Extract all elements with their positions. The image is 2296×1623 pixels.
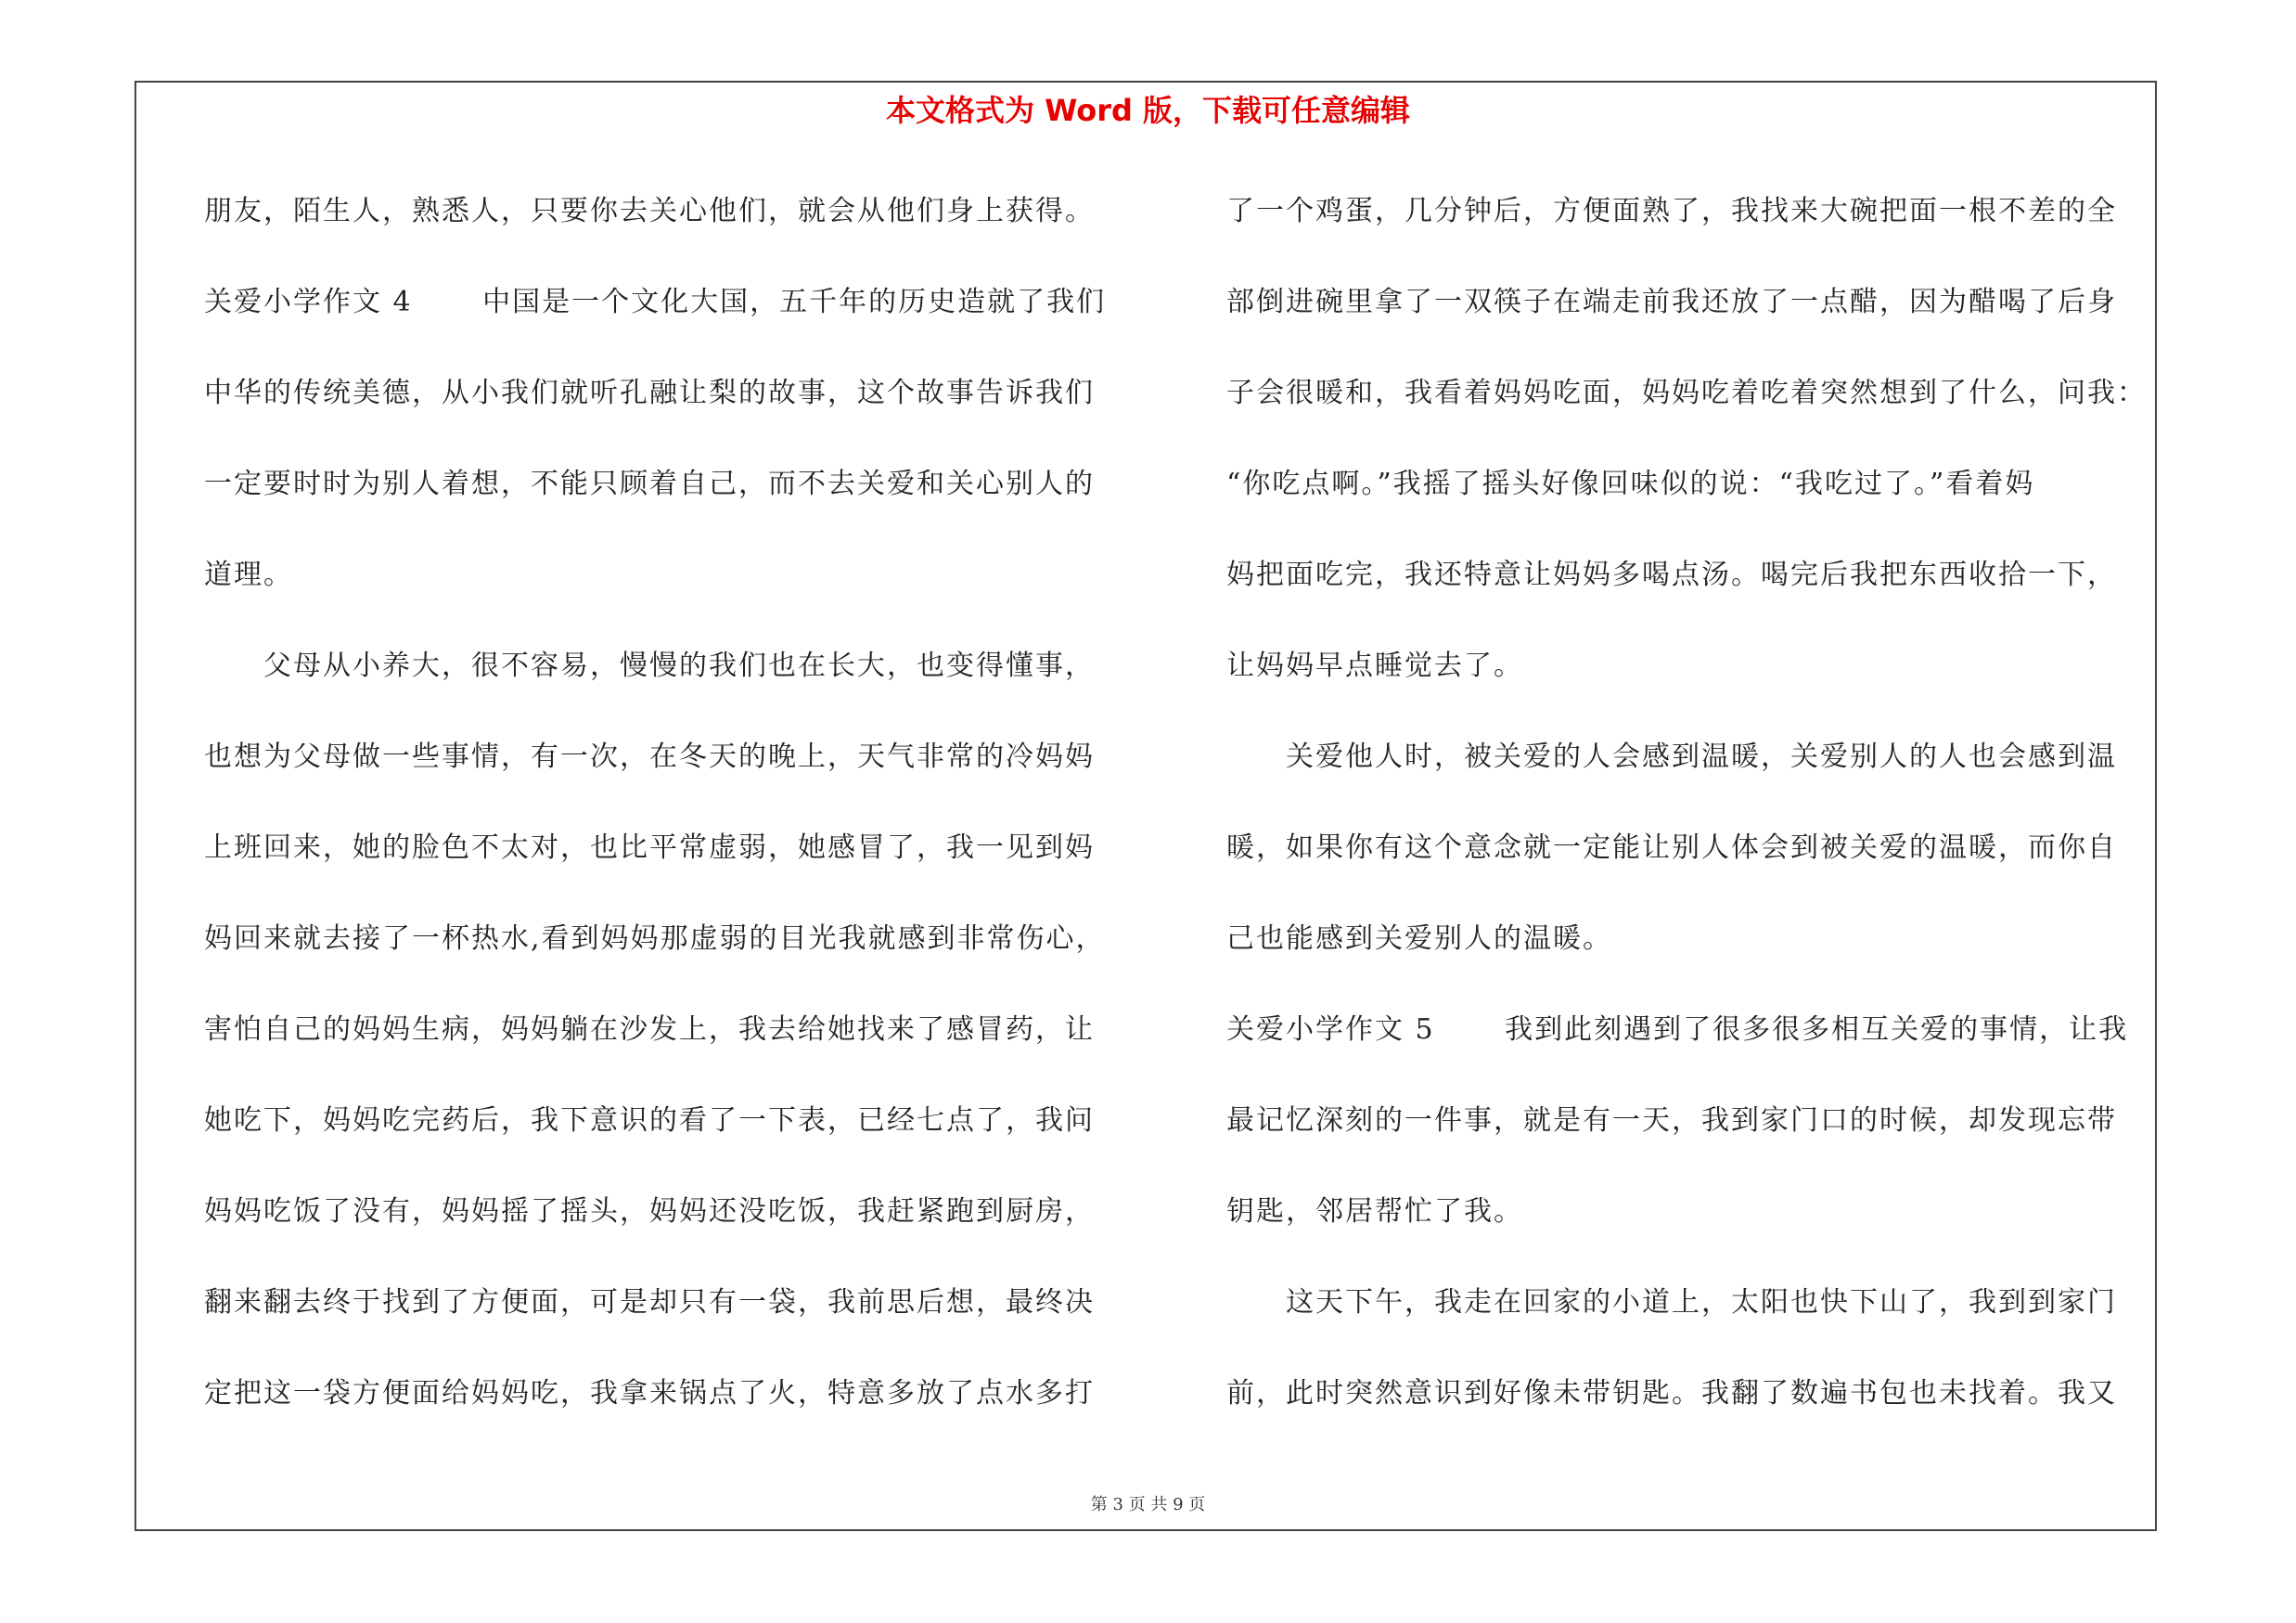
text-line: 道理。 <box>204 559 293 591</box>
text-line: 定把这一袋方便面给妈妈吃，我拿来锅点了火，特意多放了点水多打 <box>204 1377 1095 1410</box>
text-line: 父母从小养大，很不容易，慢慢的我们也在长大，也变得懂事， <box>204 650 1095 682</box>
text-line: 让妈妈早点睡觉去了。 <box>1226 650 1523 682</box>
text-line: 己也能感到关爱别人的温暖。 <box>1226 922 1612 955</box>
text-line: 妈回来就去接了一杯热水,看到妈妈那虚弱的目光我就感到非常伤心， <box>204 922 1106 955</box>
text-line: 钥匙，邻居帮忙了我。 <box>1226 1195 1523 1228</box>
text-line: 了一个鸡蛋，几分钟后，方便面熟了，我找来大碗把面一根不差的全 <box>1226 195 2117 227</box>
text-line: 翻来翻去终于找到了方便面，可是却只有一袋，我前思后想，最终决 <box>204 1286 1095 1319</box>
text-line: 妈把面吃完，我还特意让妈妈多喝点汤。喝完后我把东西收拾一下， <box>1226 559 2117 591</box>
right-column <box>1226 186 2154 1459</box>
text-line: 也想为父母做一些事情，有一次，在冬天的晚上，天气非常的冷妈妈 <box>204 741 1095 773</box>
text-line: “你吃点啊。”我摇了摇头好像回味似的说：“我吃过了。”看着妈 <box>1226 468 2035 500</box>
text-line: 害怕自己的妈妈生病，妈妈躺在沙发上，我去给她找来了感冒药，让 <box>204 1013 1095 1046</box>
text-line: 一定要时时为别人着想，不能只顾着自己，而不去关爱和关心别人的 <box>204 468 1095 500</box>
document-header: 本文格式为 Word 版，下载可任意编辑 <box>885 93 1411 128</box>
text-line: 关爱小学作文 5 我到此刻遇到了很多很多相互关爱的事情，让我 <box>1226 1013 2129 1046</box>
text-line: 关爱他人时，被关爱的人会感到温暖，关爱别人的人也会感到温 <box>1226 741 2117 773</box>
text-line: 前，此时突然意识到好像未带钥匙。我翻了数遍书包也未找着。我又 <box>1226 1377 2117 1410</box>
text-line: 上班回来，她的脸色不太对，也比平常虚弱，她感冒了，我一见到妈 <box>204 831 1095 864</box>
text-line: 最记忆深刻的一件事，就是有一天，我到家门口的时候，却发现忘带 <box>1226 1104 2117 1137</box>
text-line: 部倒进碗里拿了一双筷子在端走前我还放了一点醋，因为醋喝了后身 <box>1226 286 2117 318</box>
text-line: 妈妈吃饭了没有，妈妈摇了摇头，妈妈还没吃饭，我赶紧跑到厨房， <box>204 1195 1095 1228</box>
text-line: 子会很暖和，我看着妈妈吃面，妈妈吃着吃着突然想到了什么，问我： <box>1226 377 2147 409</box>
text-line: 关爱小学作文 4 中国是一个文化大国，五千年的历史造就了我们 <box>204 286 1107 318</box>
text-line: 朋友，陌生人，熟悉人，只要你去关心他们，就会从他们身上获得。 <box>204 195 1095 227</box>
left-column <box>204 186 1132 1459</box>
text-line: 这天下午，我走在回家的小道上，太阳也快下山了，我到到家门 <box>1226 1286 2117 1319</box>
text-line: 她吃下，妈妈吃完药后，我下意识的看了一下表，已经七点了，我问 <box>204 1104 1095 1137</box>
text-line: 中华的传统美德，从小我们就听孔融让梨的故事，这个故事告诉我们 <box>204 377 1095 409</box>
page-number-footer: 第 3 页 共 9 页 <box>1090 1495 1206 1514</box>
text-line: 暖，如果你有这个意念就一定能让别人体会到被关爱的温暖，而你自 <box>1226 831 2117 864</box>
